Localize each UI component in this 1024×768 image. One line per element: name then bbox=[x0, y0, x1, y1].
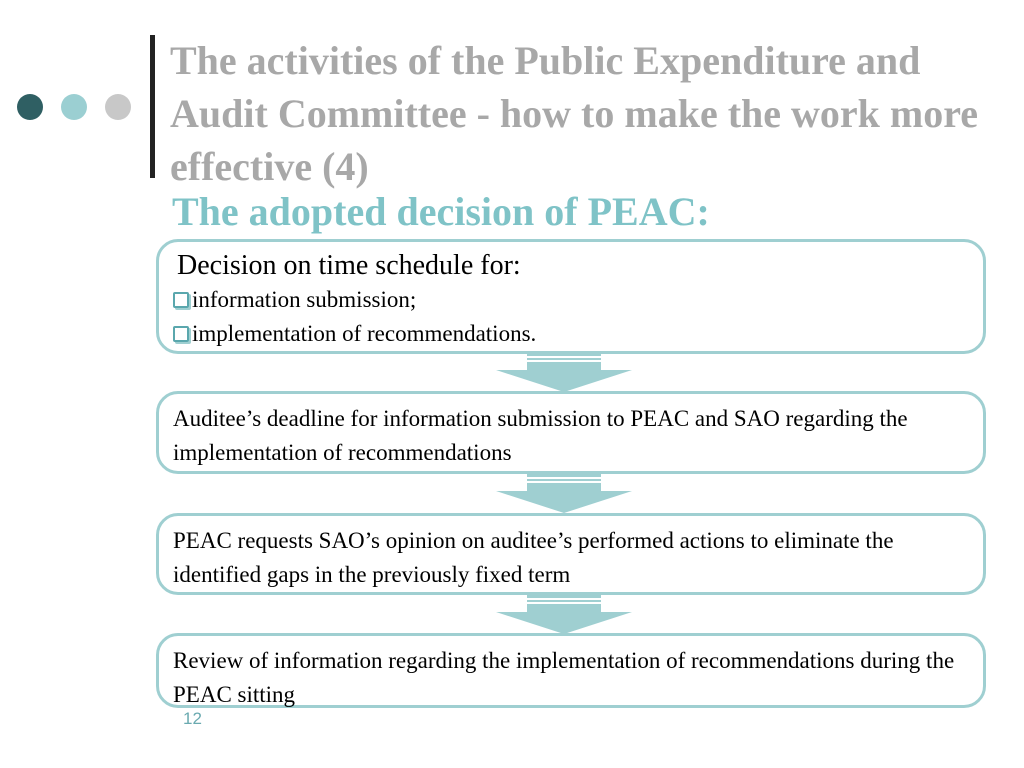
decorative-dot-gray bbox=[105, 94, 131, 120]
decorative-dot-teal bbox=[61, 94, 87, 120]
flow-step-4-box bbox=[156, 633, 986, 708]
slide-subtitle: The adopted decision of PEAC: bbox=[172, 189, 710, 234]
down-arrow-icon bbox=[496, 353, 632, 393]
flow-step-3-box bbox=[156, 513, 986, 595]
bullet-text: information submission; bbox=[192, 287, 417, 312]
hollow-square-bullet-icon bbox=[173, 326, 189, 342]
flow-step-1-heading: Decision on time schedule for: bbox=[177, 250, 521, 281]
flow-step-1-bullet-2 bbox=[173, 317, 983, 351]
flow-step-2-text: Auditee’s deadline for information submission to PEAC and SAO regarding the implementation of recommendations bbox=[173, 406, 908, 465]
decorative-dot-dark bbox=[17, 94, 43, 120]
hollow-square-bullet-icon bbox=[173, 292, 189, 308]
flow-step-4-text: Review of information regarding the implementation of recommendations during the PEAC sitting bbox=[173, 648, 955, 707]
flow-step-3-text: PEAC requests SAO’s opinion on auditee’s performed actions to eliminate the identified gaps in the previously fixed term bbox=[173, 528, 894, 587]
bullet-text: implementation of recommendations. bbox=[192, 321, 537, 346]
flow-step-1-box bbox=[156, 239, 986, 354]
down-arrow-icon bbox=[496, 595, 632, 635]
flow-step-2-box bbox=[156, 391, 986, 474]
flow-step-1-bullet-1 bbox=[173, 283, 983, 317]
down-arrow-icon bbox=[496, 474, 632, 514]
page-number: 12 bbox=[183, 709, 202, 728]
slide-title: The activities of the Public Expenditure and Audit Committee - how to make the work more effective (4) bbox=[170, 38, 979, 189]
title-divider-bar bbox=[150, 35, 155, 178]
